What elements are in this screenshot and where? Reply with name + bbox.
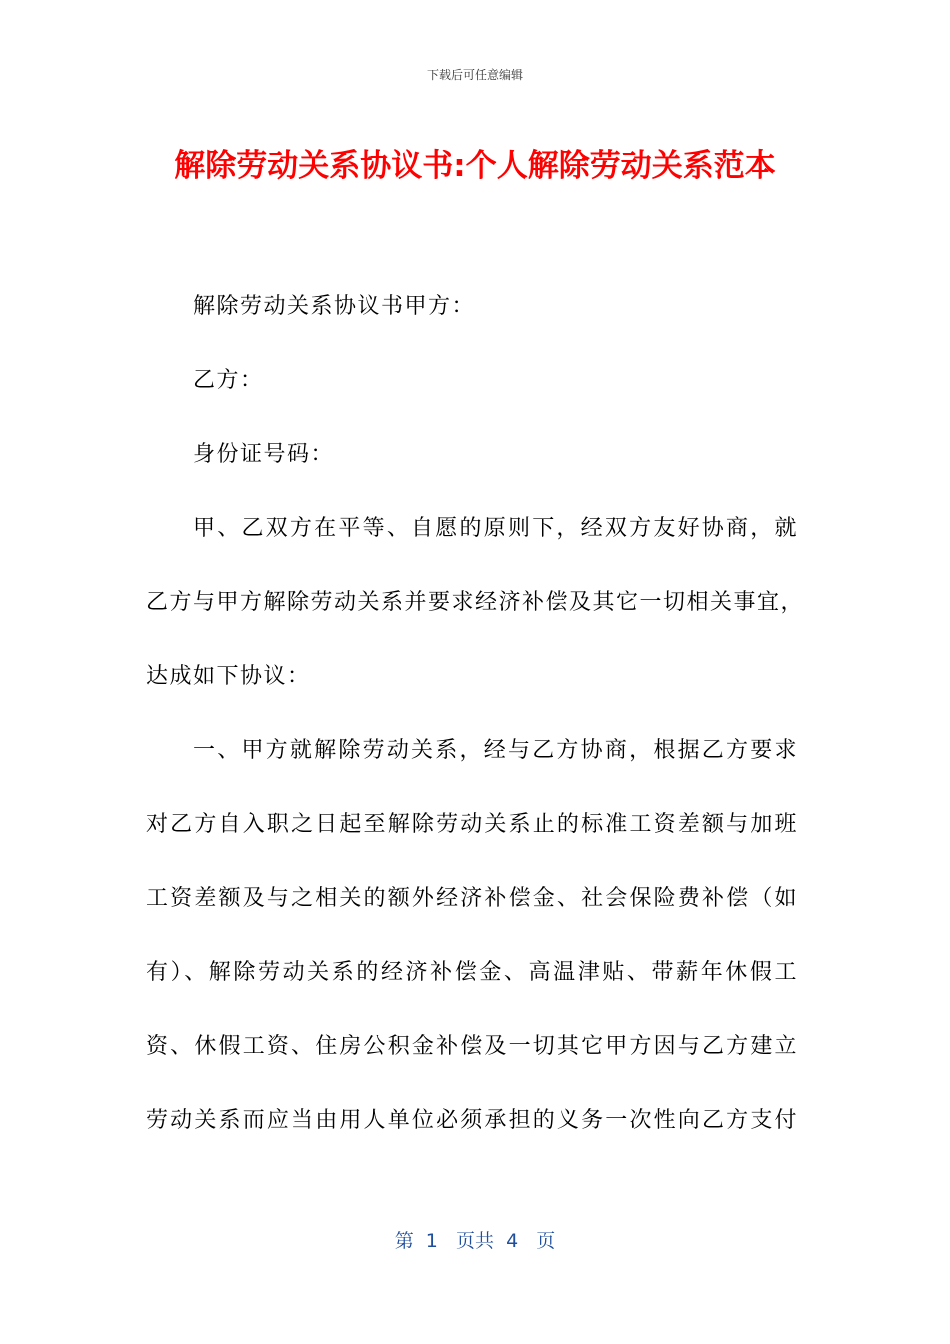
paragraph-line: 解除劳动关系协议书甲方： — [193, 294, 476, 319]
paragraph-line: 甲、乙双方在平等、自愿的原则下，经双方友好协商，就 — [193, 516, 798, 541]
document-title: 解除劳动关系协议书:个人解除劳动关系范本 — [174, 148, 776, 184]
paragraph-line: 达成如下协议： — [146, 664, 311, 689]
paragraph-line: 一、甲方就解除劳动关系，经与乙方协商，根据乙方要求 — [193, 738, 798, 763]
paragraph-line: 身份证号码： — [193, 442, 335, 467]
paragraph-line: 有）、解除劳动关系的经济补偿金、高温津贴、带薪年休假工 — [146, 960, 798, 985]
header-note: 下载后可任意编辑 — [426, 68, 523, 82]
paragraph-line: 劳动关系而应当由用人单位必须承担的义务一次性向乙方支付 — [146, 1108, 798, 1133]
paragraph-line: 工资差额及与之相关的额外经济补偿金、社会保险费补偿（如 — [146, 886, 798, 911]
paragraph-line: 资、休假工资、住房公积金补偿及一切其它甲方因与乙方建立 — [146, 1034, 798, 1059]
document-body — [146, 270, 805, 1158]
paragraph-line: 乙方： — [193, 368, 264, 393]
paragraph-line: 对乙方自入职之日起至解除劳动关系止的标准工资差额与加班 — [146, 812, 798, 837]
paragraph-line: 乙方与甲方解除劳动关系并要求经济补偿及其它一切相关事宜， — [146, 590, 805, 615]
page-number-footer: 第 1 页共 4 页 — [394, 1230, 556, 1252]
